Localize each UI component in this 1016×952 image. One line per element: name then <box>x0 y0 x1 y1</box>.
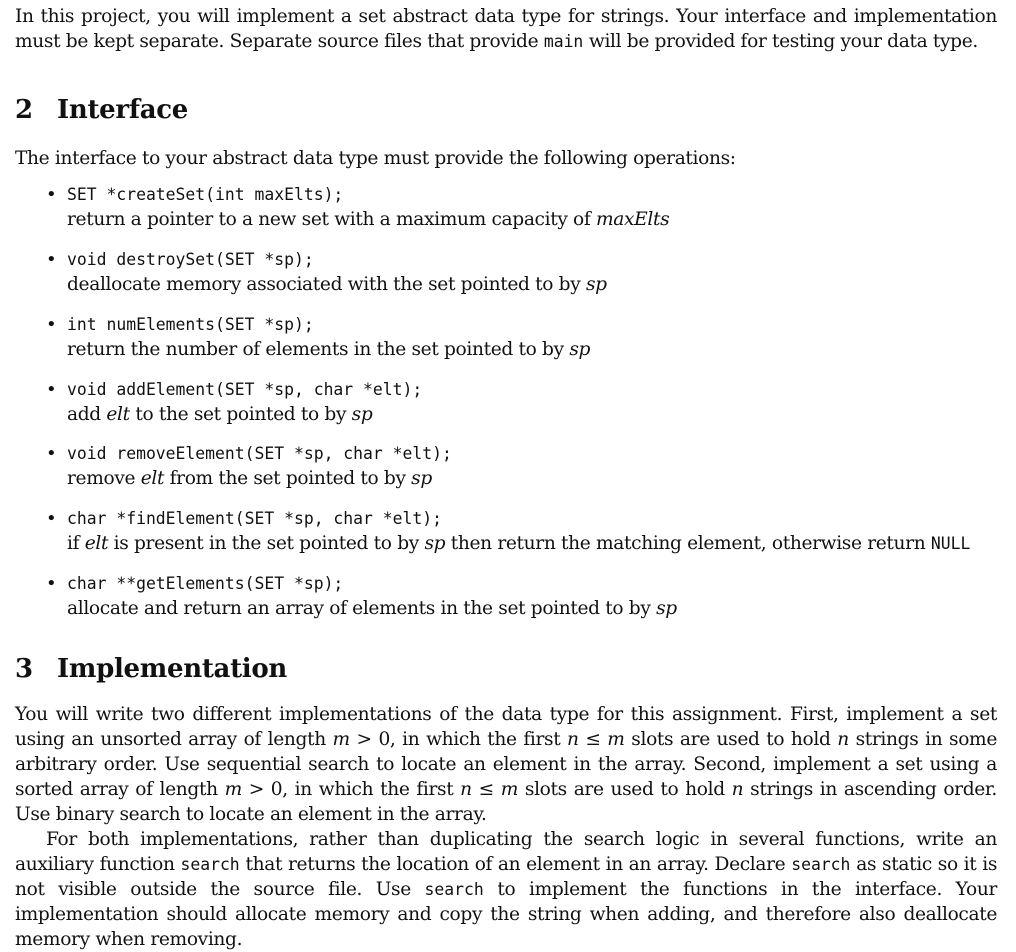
inline-code-search: search <box>791 855 851 874</box>
section-heading-interface: 2 Interface <box>15 95 189 125</box>
operations-list <box>15 182 997 621</box>
inline-code-search: search <box>180 855 240 874</box>
function-description: return a pointer to a new set with a maximum capacity of maxElts <box>67 209 670 230</box>
implementation-paragraph-2: For both implementations, rather than duplicating the search logic in several functions, write an auxiliary function search that returns the location of an element in an array. Declare search as static so it is not visible outside the source file. Use search to implement the functions in the interface. Your implementation should allocate memory and copy the string when adding, and therefore also deallocate memory when removing. <box>15 829 998 950</box>
bullet: • <box>46 314 57 335</box>
function-description: deallocate memory associated with the set pointed to by sp <box>67 274 607 295</box>
function-signature: int numElements(SET *sp); <box>67 315 314 334</box>
function-description: if elt is present in the set pointed to by sp then return the matching element, otherwise return NULL <box>67 533 971 554</box>
list-item <box>15 506 997 571</box>
section-heading-implementation: 3 Implementation <box>15 654 288 684</box>
function-signature: char *findElement(SET *sp, char *elt); <box>67 509 442 528</box>
function-signature: char **getElements(SET *sp); <box>67 574 344 593</box>
function-description: add elt to the set pointed to by sp <box>67 404 373 425</box>
document-page <box>15 4 997 952</box>
interface-lead: The interface to your abstract data type must provide the following operations: <box>15 148 736 169</box>
function-signature: void destroySet(SET *sp); <box>67 250 314 269</box>
bullet: • <box>46 443 57 464</box>
inline-code-main: main <box>543 32 584 51</box>
function-signature: void removeElement(SET *sp, char *elt); <box>67 444 452 463</box>
function-signature: void addElement(SET *sp, char *elt); <box>67 380 423 399</box>
function-description: return the number of elements in the set pointed to by sp <box>67 339 591 360</box>
list-item <box>15 312 997 377</box>
inline-code-search: search <box>424 880 484 899</box>
function-description: remove elt from the set pointed to by sp <box>67 468 432 489</box>
bullet: • <box>46 379 57 400</box>
intro-paragraph: In this project, you will implement a set abstract data type for strings. Your interface and implementation must be kept separate. Separate source files that provide main will be provided for testing your data type. <box>15 6 997 52</box>
bullet: • <box>46 573 57 594</box>
list-item <box>15 571 997 621</box>
implementation-paragraph-1: You will write two different implementations of the data type for this assignment. First, implement a set using an unsorted array of length m > 0, in which the first n ≤ m slots are used to hold n strings in some arbitrary order. Use sequential search to locate an element in the array. Second, implement a set using a sorted array of length m > 0, in which the first n ≤ m slots are used to hold n strings in ascending order. Use binary search to locate an element in the array. <box>15 704 997 825</box>
list-item <box>15 377 997 441</box>
bullet: • <box>46 508 57 529</box>
bullet: • <box>46 184 57 205</box>
list-item <box>15 247 997 312</box>
list-item <box>15 441 997 506</box>
inline-code-null: NULL <box>930 534 971 553</box>
bullet: • <box>46 249 57 270</box>
function-signature: SET *createSet(int maxElts); <box>67 185 344 204</box>
function-description: allocate and return an array of elements in the set pointed to by sp <box>67 598 677 619</box>
list-item <box>15 182 997 247</box>
